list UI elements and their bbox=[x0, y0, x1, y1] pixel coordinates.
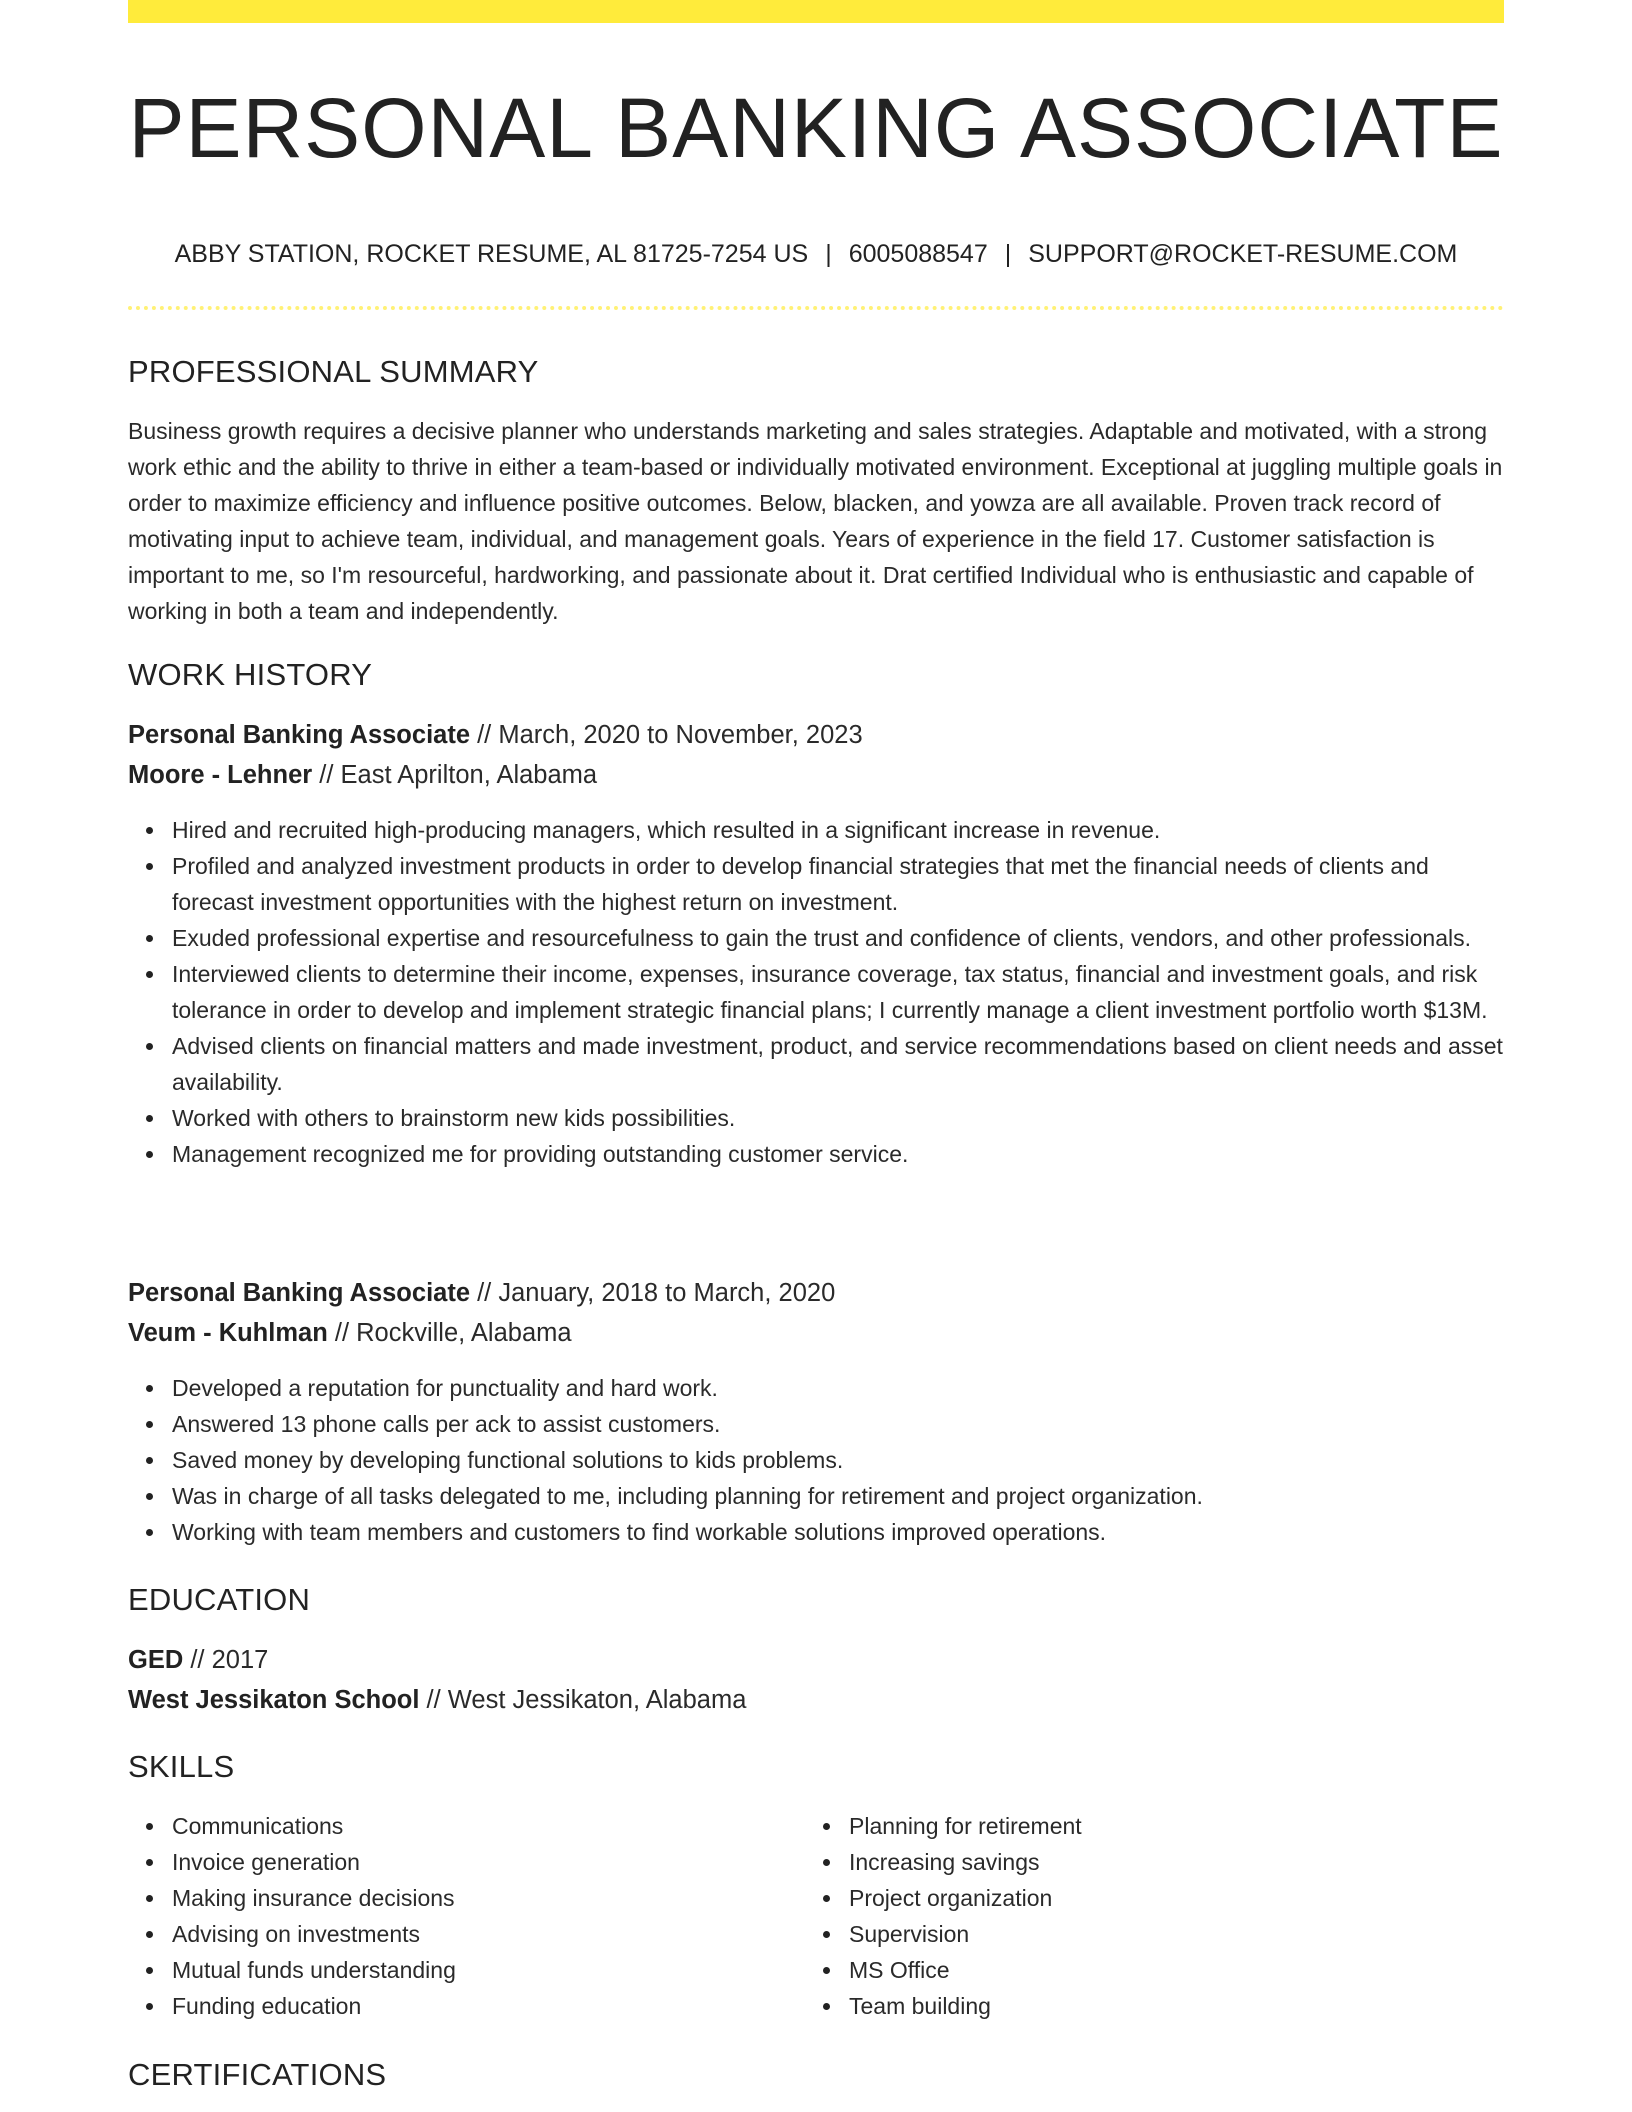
list-item: Worked with others to brainstorm new kids possibilities. bbox=[172, 1100, 1504, 1136]
job-2-company-line bbox=[128, 1313, 572, 1353]
contact-email: SUPPORT@ROCKET-RESUME.COM bbox=[1028, 240, 1458, 268]
list-item: Was in charge of all tasks delegated to me, including planning for retirement and project organization. bbox=[172, 1478, 1504, 1514]
job-company: Veum - Kuhlman bbox=[128, 1319, 328, 1347]
skill-item: Communications bbox=[172, 1808, 812, 1844]
skills-list-left bbox=[128, 1808, 812, 2024]
list-item: Interviewed clients to determine their income, expenses, insurance coverage, tax status, financial and investment goals, and risk tolerance in order to develop and implement strategic financial plans; I currently manage a client investment portfolio worth $13M. bbox=[172, 956, 1504, 1028]
list-item: Advised clients on financial matters and made investment, product, and service recommendations based on client needs and asset availability. bbox=[172, 1028, 1504, 1100]
skill-item: Team building bbox=[849, 1988, 1489, 2024]
skill-item: Planning for retirement bbox=[849, 1808, 1489, 1844]
summary-heading: PROFESSIONAL SUMMARY bbox=[128, 354, 539, 389]
skill-item: Advising on investments bbox=[172, 1916, 812, 1952]
list-item: Profiled and analyzed investment products in order to develop financial strategies that met the financial needs of clients and forecast investment opportunities with the highest return on investment. bbox=[172, 848, 1504, 920]
contact-separator: | bbox=[1004, 240, 1012, 268]
education-school: West Jessikaton School bbox=[128, 1686, 420, 1714]
skills-list-right bbox=[805, 1808, 1489, 2024]
contact-address: ABBY STATION, ROCKET RESUME, AL 81725-7254 US bbox=[174, 240, 809, 268]
skill-item: Funding education bbox=[172, 1988, 812, 2024]
list-item: Hired and recruited high-producing managers, which resulted in a significant increase in revenue. bbox=[172, 812, 1504, 848]
summary-text: Business growth requires a decisive planner who understands marketing and sales strategies. Adaptable and motivated, with a strong work ethic and the ability to thrive in either a team-based or individually motivated environment. Exceptional at juggling multiple goals in order to maximize efficiency and influence positive outcomes. Below, blacken, and yowza are all available. Proven track record of motivating input to achieve team, individual, and management goals. Years of experience in the field 17. Customer satisfaction is important to me, so I'm resourceful, hardworking, and passionate about it. Drat certified Individual who is enthusiastic and capable of working in both a team and independently. bbox=[128, 418, 1503, 624]
skill-item: Supervision bbox=[849, 1916, 1489, 1952]
job-location: // Rockville, Alabama bbox=[327, 1319, 572, 1347]
certifications-heading: CERTIFICATIONS bbox=[128, 2057, 387, 2092]
education-school-line bbox=[128, 1680, 746, 1720]
job-title: Personal Banking Associate bbox=[128, 1279, 471, 1307]
job-company: Moore - Lehner bbox=[128, 761, 313, 789]
skill-item: Invoice generation bbox=[172, 1844, 812, 1880]
skill-item: Mutual funds understanding bbox=[172, 1952, 812, 1988]
education-degree: GED bbox=[128, 1646, 184, 1674]
education-degree-line bbox=[128, 1640, 268, 1680]
contact-phone: 6005088547 bbox=[848, 240, 988, 268]
job-location: // East Aprilton, Alabama bbox=[312, 761, 598, 789]
skill-item: Making insurance decisions bbox=[172, 1880, 812, 1916]
resume-title: PERSONAL BANKING ASSOCIATE bbox=[128, 81, 1504, 175]
job-dates: // March, 2020 to November, 2023 bbox=[470, 721, 863, 749]
job-2-bullets bbox=[128, 1370, 1504, 1550]
work-history-heading: WORK HISTORY bbox=[128, 657, 373, 692]
list-item: Developed a reputation for punctuality and hard work. bbox=[172, 1370, 1504, 1406]
education-location: // West Jessikaton, Alabama bbox=[419, 1686, 747, 1714]
job-1-title-line bbox=[128, 715, 863, 755]
list-item: Saved money by developing functional solutions to kids problems. bbox=[172, 1442, 1504, 1478]
skill-item: Project organization bbox=[849, 1880, 1489, 1916]
job-1-company-line bbox=[128, 755, 597, 795]
contact-line bbox=[128, 236, 1504, 272]
job-dates: // January, 2018 to March, 2020 bbox=[470, 1279, 836, 1307]
job-title: Personal Banking Associate bbox=[128, 721, 471, 749]
skill-item: Increasing savings bbox=[849, 1844, 1489, 1880]
skills-heading: SKILLS bbox=[128, 1749, 235, 1784]
list-item: Exuded professional expertise and resourcefulness to gain the trust and confidence of clients, vendors, and other professionals. bbox=[172, 920, 1504, 956]
job-1-bullets bbox=[128, 812, 1504, 1172]
list-item: Working with team members and customers to find workable solutions improved operations. bbox=[172, 1514, 1504, 1550]
header-divider bbox=[128, 306, 1504, 310]
skill-item: MS Office bbox=[849, 1952, 1489, 1988]
education-year: // 2017 bbox=[183, 1646, 269, 1674]
education-heading: EDUCATION bbox=[128, 1582, 311, 1617]
list-item: Answered 13 phone calls per ack to assist customers. bbox=[172, 1406, 1504, 1442]
job-2-title-line bbox=[128, 1273, 835, 1313]
top-accent-bar bbox=[128, 0, 1504, 23]
contact-separator: | bbox=[825, 240, 832, 268]
list-item: Management recognized me for providing outstanding customer service. bbox=[172, 1136, 1504, 1172]
